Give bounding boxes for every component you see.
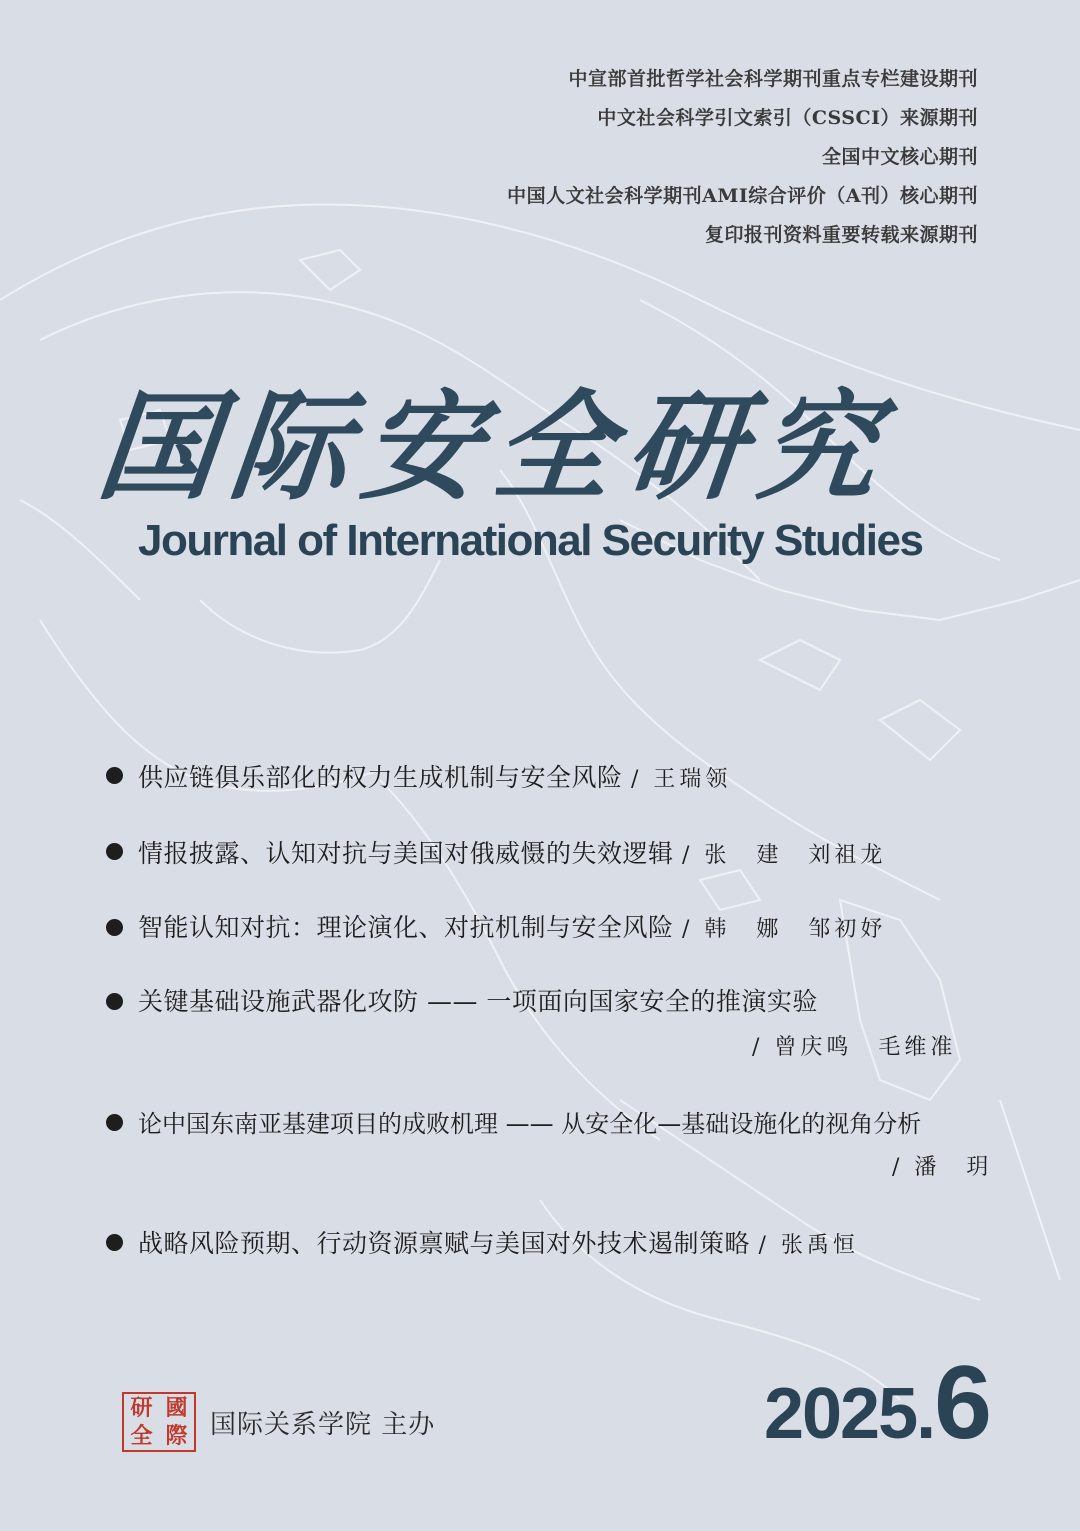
- sponsor-text: 国际关系学院 主办: [210, 1409, 436, 1440]
- seal-char: 際: [165, 1423, 188, 1449]
- seal-char: 研: [130, 1395, 153, 1421]
- institute-seal-logo: [122, 1392, 196, 1452]
- credential-line: 全国中文核心期刊: [821, 146, 978, 168]
- article-title: 情报披露、认知对抗与美国对俄威慑的失效逻辑 / 张 建 刘祖龙: [138, 839, 887, 868]
- article-authors: / 王瑞领: [630, 767, 732, 792]
- article-authors: / 韩 娜 邹初妤: [681, 917, 887, 942]
- article-authors: / 张 建 刘祖龙: [681, 843, 887, 868]
- issue-year: 2025.: [763, 1374, 935, 1454]
- article-title: 关键基础设施武器化攻防 —— 一项面向国家安全的推演实验: [138, 987, 818, 1016]
- article-title: 供应链俱乐部化的权力生成机制与安全风险 / 王瑞领: [138, 763, 732, 792]
- bullet-icon: [106, 993, 123, 1010]
- article-title: 论中国东南亚基建项目的成败机理 —— 从安全化—基础设施化的视角分析: [138, 1110, 922, 1138]
- journal-title-english: Journal of International Security Studies: [138, 516, 923, 565]
- bullet-icon: [106, 1114, 123, 1131]
- bullet-icon: [106, 919, 123, 936]
- credential-line: 中文社会科学引文索引（CSSCI）来源期刊: [597, 107, 978, 129]
- article-title: 战略风险预期、行动资源禀赋与美国对外技术遏制策略 / 张禹恒: [138, 1229, 859, 1258]
- credential-line: 中国人文社会科学期刊AMI综合评价（A刊）核心期刊: [507, 185, 978, 207]
- credential-line: 中宣部首批哲学社会科学期刊重点专栏建设期刊: [568, 68, 978, 90]
- issue-no: 6: [934, 1345, 992, 1461]
- seal-char: 國: [165, 1395, 188, 1421]
- article-authors: / 曾庆鸣 毛维准: [752, 1035, 957, 1060]
- publisher-block: [122, 1392, 435, 1452]
- article-authors: / 潘 玥: [892, 1155, 993, 1180]
- seal-char: 全: [130, 1423, 153, 1449]
- journal-title-chinese: 国际安全研究: [91, 377, 899, 516]
- bullet-icon: [106, 843, 123, 860]
- issue-number: [764, 1344, 992, 1463]
- credential-line: 复印报刊资料重要转载来源期刊: [704, 224, 978, 246]
- bullet-icon: [106, 1234, 123, 1251]
- article-title: 智能认知对抗：理论演化、对抗机制与安全风险 / 韩 娜 邹初妤: [138, 913, 887, 942]
- bullet-icon: [106, 767, 123, 784]
- article-authors: / 张禹恒: [758, 1233, 859, 1258]
- journal-credentials: [507, 60, 978, 255]
